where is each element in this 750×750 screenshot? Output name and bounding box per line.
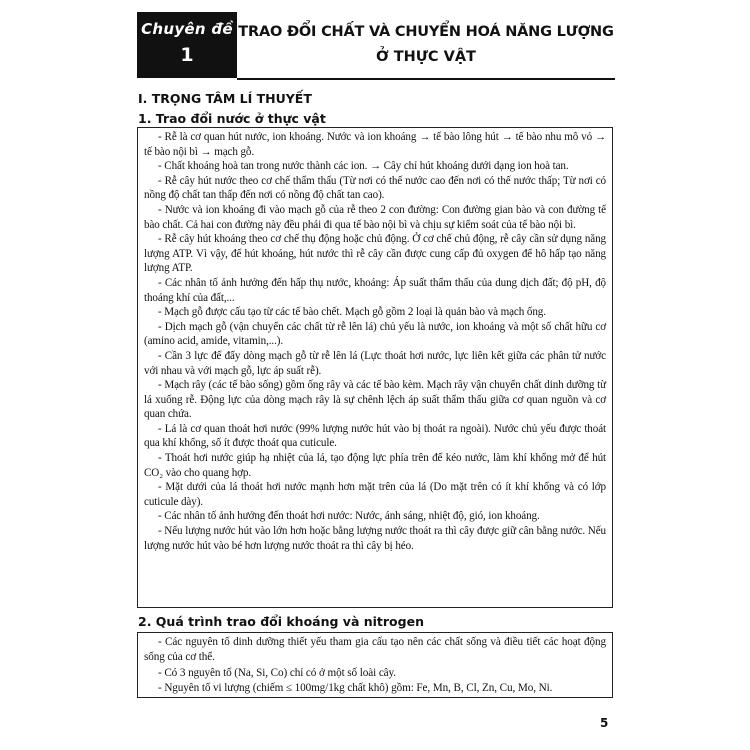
paragraph: - Mạch gỗ được cấu tạo từ các tế bào chết. Mạch gỗ gồm 2 loại là quản bào và mạch ống. [158,306,546,319]
paragraph: - Thoát hơi nước giúp hạ nhiệt của lá, tạo động lực phía trên để kéo nước, làm khí khổng mở để hút CO₂ vào cho quang hợp. [144,452,606,479]
paragraph: - Cần 3 lực để đẩy dòng mạch gỗ từ rễ lên lá (Lực thoát hơi nước, lực liên kết giữa các phân tử nước với nhau và với mạch gỗ, lực áp suất rễ). [144,349,606,377]
chapter-label: Chuyên đề [141,20,233,38]
paragraph: - Rễ là cơ quan hút nước, ion khoáng. Nước và ion khoáng → tế bào lông hút → tế bào nhu mô vỏ → tế bào nội bì → mạch gỗ. [144,131,606,158]
mineral-exchange-box [137,632,613,698]
paragraph: - Lá là cơ quan thoát hơi nước (99% lượng nước hút vào bị thoát ra ngoài). Nước chủ yếu được thoát qua khí khổng, số ít được thoát qua cuticule. [144,422,606,450]
subsection-heading-minerals: 2. Quá trình trao đổi khoáng và nitrogen [138,614,424,629]
chapter-title-line1: TRAO ĐỔI CHẤT VÀ CHUYỂN HOÁ NĂNG LƯỢNG [238,24,614,40]
paragraph: - Mặt dưới của lá thoát hơi nước mạnh hơn mặt trên của lá (Do mặt trên có ít khí khổng và có lớp cuticule dày). [144,481,606,508]
paragraph: - Các nhân tố ảnh hưởng đến hấp thụ nước, khoáng: Áp suất thẩm thấu của dung dịch đất; độ pH, độ thoáng khí của đất,... [144,276,606,304]
paragraph: - Nước và ion khoáng đi vào mạch gỗ của rễ theo 2 con đường: Con đường gian bào và con đường tế bào chất. Cả hai con đường này đều phải đi qua tế bào nội bì và chịu sự kiểm soát của tế bào nội bì. [144,203,606,231]
subsection-heading-water: 1. Trao đổi nước ở thực vật [138,111,326,126]
chapter-number: 1 [180,44,194,66]
chapter-badge [137,12,237,78]
paragraph: - Dịch mạch gỗ (vận chuyển các chất từ rễ lên lá) chủ yếu là nước, ion khoáng và một số chất hữu cơ (amino acid, amide, vitamin,...). [144,320,606,348]
paragraph: - Chất khoáng hoà tan trong nước thành các ion. → Cây chỉ hút khoáng dưới dạng ion hoà tan. [158,160,569,173]
paragraph: - Nguyên tố vi lượng (chiếm ≤ 100mg/1kg chất khô) gồm: Fe, Mn, B, Cl, Zn, Cu, Mo, Ni. [158,682,553,695]
chapter-title-line2: Ở THỰC VẬT [376,49,476,65]
paragraph: - Các nguyên tố dinh dưỡng thiết yếu tham gia cấu tạo nên các chất sống và điều tiết các hoạt động sống của cơ thể. [144,636,606,664]
chapter-title [237,12,615,80]
paragraph: - Mạch rây (các tế bào sống) gồm ống rây và các tế bào kèm. Mạch rây vận chuyển chất dinh dưỡng từ lá xuống rễ. Động lực của dòng mạch rây là sự chênh lệch áp suất thẩm thấu giữa cơ quan nguồn và cơ quan chứa. [144,379,606,421]
paragraph: - Nếu lượng nước hút vào lớn hơn hoặc bằng lượng nước thoát ra thì cây được giữ cân bằng nước. Nếu lượng nước hút vào bé hơn lượng nước thoát ra thì cây bị héo. [144,525,606,552]
paragraph: - Các nhân tố ảnh hưởng đến thoát hơi nước: Nước, ánh sáng, nhiệt độ, gió, ion khoáng. [158,510,540,523]
paragraph: - Có 3 nguyên tố (Na, Si, Co) chỉ có ở một số loài cây. [158,666,397,679]
water-exchange-box [137,127,613,608]
section-heading: I. TRỌNG TÂM LÍ THUYẾT [138,91,312,106]
paragraph: - Rễ cây hút nước theo cơ chế thẩm thấu (Từ nơi có thế nước cao đến nơi có thế nước thấp; Từ nơi có nồng độ chất tan thấp đến nơi có nồng độ chất tan cao). [144,174,606,202]
page-number: 5 [600,716,609,730]
paragraph: - Rễ cây hút khoáng theo cơ chế thụ động hoặc chủ động. Ở cơ chế chủ động, rễ cây cần sử dụng năng lượng ATP. Vì vậy, để hút khoáng, hút nước thì rễ cây cần được cung cấp đủ oxygen để hô hấp tạo năng lượng ATP. [144,233,606,275]
